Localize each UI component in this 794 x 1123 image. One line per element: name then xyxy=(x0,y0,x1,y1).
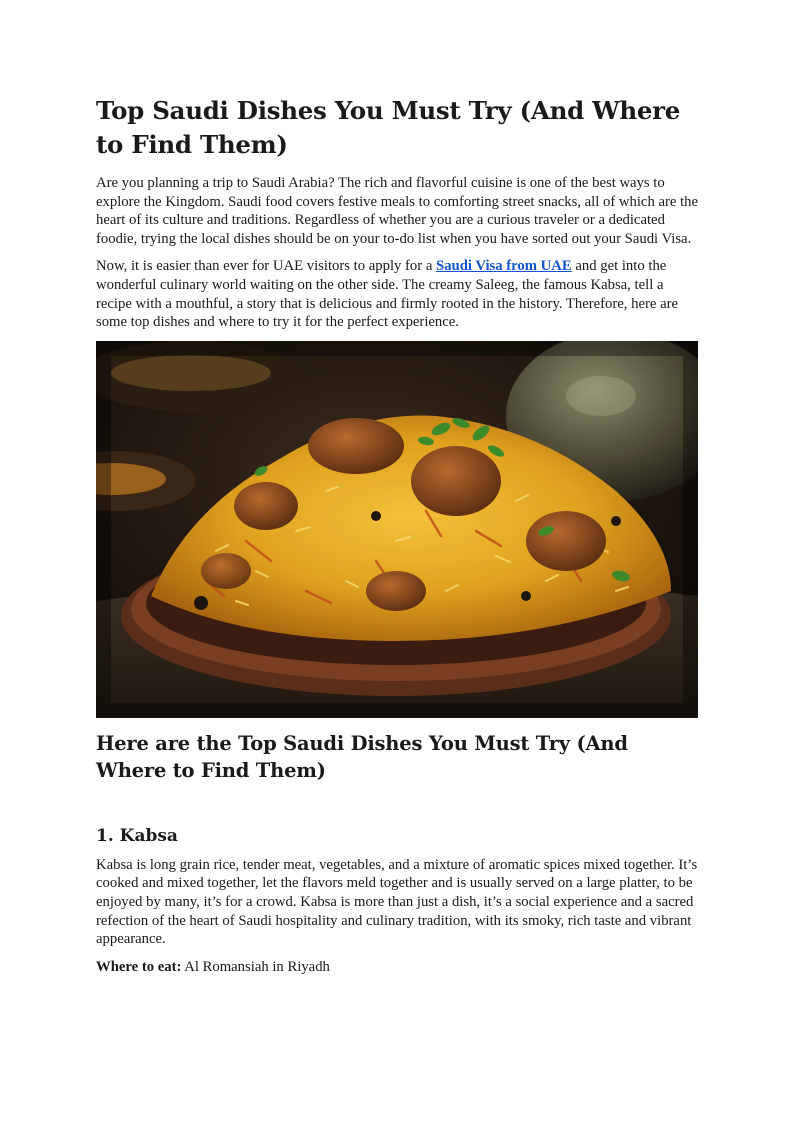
where-value: Al Romansiah in Riyadh xyxy=(181,958,330,975)
saudi-visa-link[interactable]: Saudi Visa from UAE xyxy=(436,258,572,275)
section-heading: Here are the Top Saudi Dishes You Must Try (And Where to Find Them) xyxy=(96,731,628,782)
dish-where-to-eat xyxy=(96,958,698,977)
intro-p2-before: Now, it is easier than ever for UAE visitors to apply for a xyxy=(96,258,437,275)
dish-description: Kabsa is long grain rice, tender meat, vegetables, and a mixture of aromatic spices mixed together. It’s cooked and mixed together, let the flavors meld together and is usually served on a large platter, to be enjoyed by many, it’s for a crowd. Kabsa is more than just a dish, it’s a social experience and a sacred refection of the heart of Saudi hospitality and culinary tradition, with its smoky, rich taste and vibrant appearance. xyxy=(96,856,698,948)
intro-paragraph-1: Are you planning a trip to Saudi Arabia? The rich and flavorful cuisine is one of the best ways to explore the Kingdom. Saudi food covers festive meals to comforting street snacks, all of which are the heart of its culture and traditions. Regardless of whether you are a curious traveler or a dedicated foodie, trying the local dishes should be on your to-do list when you have sorted out your Saudi Visa. xyxy=(96,175,699,247)
kabsa-dish-image xyxy=(96,341,698,718)
article xyxy=(96,94,698,985)
intro-paragraph-2 xyxy=(96,257,698,331)
intro-p2-after: and get into the wonderful culinary world waiting on the other side. The creamy Saleeg, the famous Kabsa, tell a recipe with a mouthful, a story that is delicious and firmly rooted in the history. Therefore, here are some top dishes and where to try it for the perfect experience. xyxy=(96,258,679,331)
page-title: Top Saudi Dishes You Must Try (And Where to Find Them) xyxy=(96,96,681,159)
where-label: Where to eat: xyxy=(96,958,182,975)
dish-kabsa xyxy=(96,824,698,977)
dish-heading: 1. Kabsa xyxy=(96,825,178,846)
